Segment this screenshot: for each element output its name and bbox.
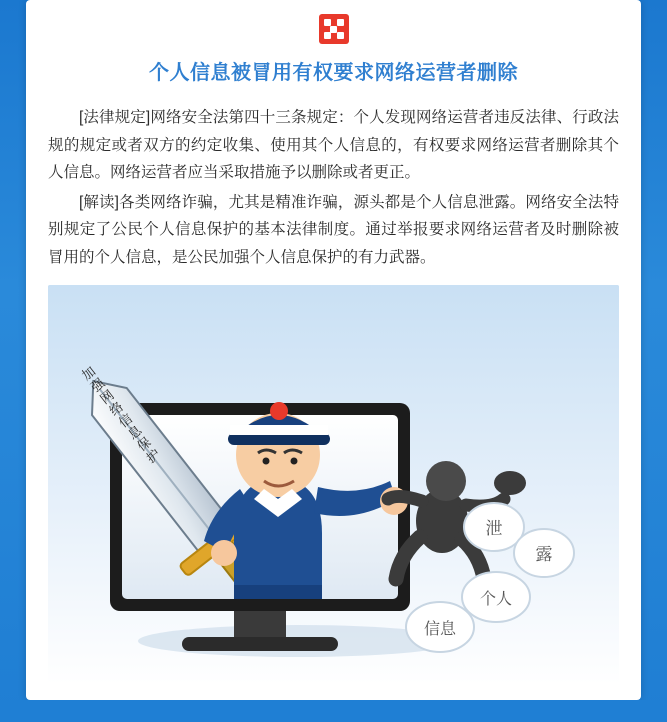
sword-text: 加强网络信息保护 (77, 364, 164, 469)
bubble-text-2: 露 (535, 545, 553, 565)
page-title: 个人信息被冒用有权要求网络运营者删除 (149, 62, 518, 84)
bottom-strip (0, 700, 667, 722)
paragraph-legal-provision: [法律规定]网络安全法第四十三条规定：个人发现网络运营者违反法律、行政法规的规定或者双方的约定收集、使用其个人信息的，有权要求网络运营者删除其个人信息。网络运营者应当采取措施予以删除或者更正。 (48, 109, 619, 182)
illustration-svg (48, 285, 619, 685)
article-card (26, 0, 641, 700)
article-body (48, 104, 619, 271)
bubble-text-3: 个人 (479, 591, 513, 609)
paragraph-interpretation: [解读]各类网络诈骗，尤其是精准诈骗，源头都是个人信息泄露。网络安全法特别规定了公民个人信息保护的基本法律制度。通过举报要求网络运营者及时删除被冒用的个人信息，是公民加强个人信息保护的有力武器。 (48, 193, 619, 266)
red-dice-icon (319, 14, 349, 44)
illustration-image (48, 285, 619, 685)
bubble-text-4: 信息 (423, 621, 457, 639)
header-icon-container (26, 0, 641, 50)
bubble-text-1: 泄 (485, 519, 503, 539)
